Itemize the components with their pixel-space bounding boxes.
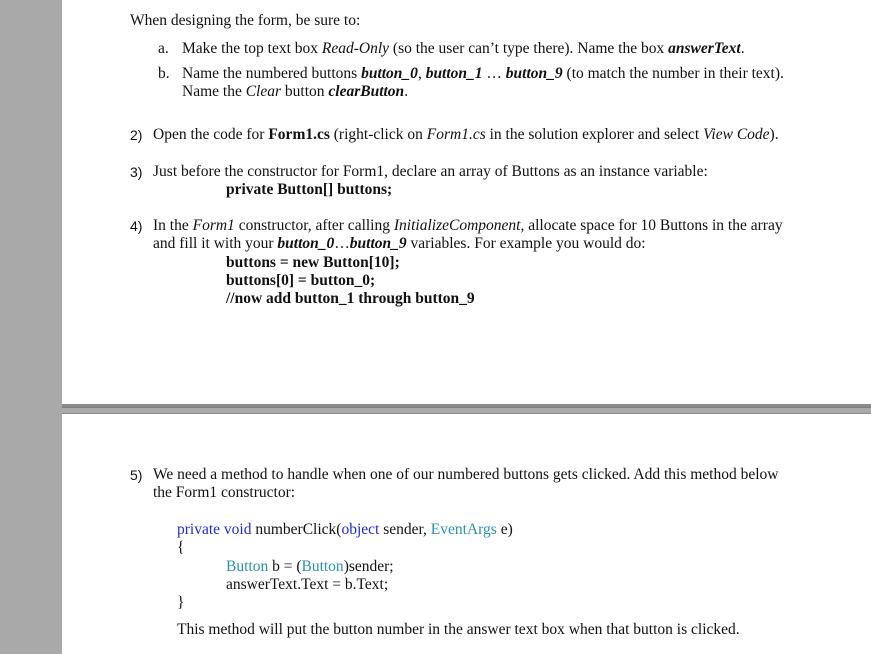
document-page-2 — [62, 414, 871, 654]
step-5-number: 5) — [130, 467, 143, 483]
code-open-brace: { — [177, 539, 185, 556]
step-5-line1: We need a method to handle when one of our numbered buttons gets clicked. Add this method below — [153, 466, 779, 483]
code-buttons-first-assign: buttons[0] = button_0; — [226, 272, 376, 289]
code-close-brace: } — [177, 594, 185, 611]
list-marker-a: a. — [158, 40, 169, 57]
code-buttons-allocation: buttons = new Button[10]; — [226, 254, 400, 271]
step-2-number: 2) — [130, 127, 143, 143]
step-4-number: 4) — [130, 218, 143, 234]
list-marker-b: b. — [158, 65, 170, 82]
closing-note: This method will put the button number in the answer text box when that button is clicked. — [177, 621, 740, 638]
document-page-1 — [62, 0, 871, 404]
intro-text: When designing the form, be sure to: — [130, 12, 361, 29]
list-item-b-line2: Name the Clear button clearButton. — [182, 83, 409, 100]
list-item-b-line1: Name the numbered buttons button_0, button_1 … button_9 (to match the number in their text). — [182, 65, 784, 82]
step-3-text: Just before the constructor for Form1, declare an array of Buttons as an instance variable: — [153, 163, 708, 180]
code-assign-text: answerText.Text = b.Text; — [226, 576, 389, 593]
list-item-a: Make the top text box Read-Only (so the user can’t type there). Name the box answerText. — [182, 40, 745, 57]
step-4-line1: In the Form1 constructor, after calling InitializeComponent, allocate space for 10 Buttons in the array — [153, 217, 783, 234]
code-button-cast: Button b = (Button)sender; — [226, 558, 394, 575]
step-2-text: Open the code for Form1.cs (right-click on Form1.cs in the solution explorer and select View Code). — [153, 126, 779, 143]
step-4-line2: and fill it with your button_0…button_9 variables. For example you would do: — [153, 235, 646, 252]
step-5-line2: the Form1 constructor: — [153, 484, 296, 501]
code-method-signature: private void numberClick(object sender, EventArgs e) — [177, 521, 513, 538]
code-comment: //now add button_1 through button_9 — [226, 290, 475, 307]
step-3-number: 3) — [130, 164, 143, 180]
code-buttons-declaration: private Button[] buttons; — [226, 181, 393, 198]
